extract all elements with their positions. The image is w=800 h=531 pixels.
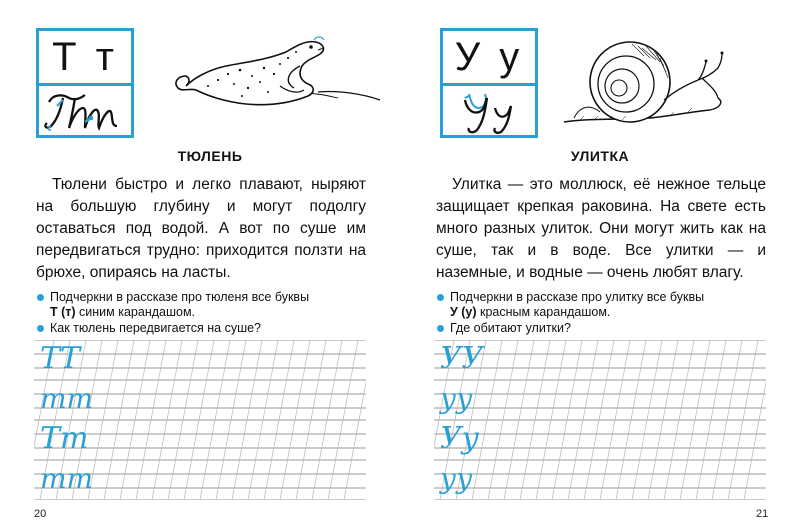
copy-row-4: уу bbox=[440, 462, 473, 495]
handwriting-grid bbox=[434, 340, 766, 500]
copy-row-4: тт bbox=[40, 462, 94, 495]
page-number: 20 bbox=[34, 508, 47, 520]
handwriting-grid-drawing bbox=[434, 340, 766, 500]
handwriting-grid-drawing bbox=[34, 340, 366, 500]
letter-card-t bbox=[36, 28, 134, 138]
page-number: 21 bbox=[756, 508, 769, 520]
task-item bbox=[436, 290, 776, 320]
task-question: Где обитают улитки? bbox=[450, 321, 571, 335]
task-text-end: синим карандашом. bbox=[79, 305, 196, 319]
story-text bbox=[36, 174, 366, 284]
cursive-t-drawing bbox=[39, 86, 131, 135]
snail-illustration bbox=[560, 32, 735, 132]
bullet-icon bbox=[37, 294, 44, 301]
task-text: Подчеркни в рассказе про тюленя все буквы bbox=[50, 290, 310, 304]
task-letter: Т (т) bbox=[50, 305, 76, 319]
task-list bbox=[436, 290, 776, 337]
task-question: Как тюлень передвигается на суше? bbox=[50, 321, 262, 335]
task-text: Подчеркни в рассказе про улитку все буквы bbox=[450, 290, 705, 304]
seal-illustration bbox=[168, 30, 383, 120]
seal-drawing bbox=[168, 30, 383, 120]
bullet-icon bbox=[37, 325, 44, 332]
snail-drawing bbox=[560, 32, 735, 132]
printed-letter-u: У у bbox=[443, 31, 535, 86]
copy-row-1: ТТ bbox=[40, 341, 81, 376]
story-paragraph: Тюлени быстро и легко плавают, ныряют на большую глубину и могут подолгу оставаться под водой. А вот по суше им передвигаться трудно: приходится ползти на брюхе, опираясь на ласты. bbox=[36, 176, 366, 281]
bullet-icon bbox=[437, 325, 444, 332]
cursive-letter-u bbox=[443, 86, 535, 135]
story-paragraph: Улитка — это моллюск, её нежное тельце защищает крепкая раковина. На свете есть много разных улиток. Они могут жить как на суше, так и в воде. Все улитки — и наземные, и водные — очень любят влагу. bbox=[436, 176, 766, 281]
printed-letter-t: Т т bbox=[39, 31, 131, 86]
right-page bbox=[400, 0, 800, 531]
story-text bbox=[436, 174, 766, 284]
task-list bbox=[36, 290, 376, 337]
story-title: ТЮЛЕНЬ bbox=[177, 148, 243, 164]
copy-row-3: Уу bbox=[440, 421, 480, 456]
letter-card-u bbox=[440, 28, 538, 138]
cursive-letter-t bbox=[39, 86, 131, 135]
bullet-icon bbox=[437, 294, 444, 301]
handwriting-grid bbox=[34, 340, 366, 500]
copy-row-2: уу bbox=[440, 382, 473, 415]
task-letter: У (у) bbox=[450, 305, 477, 319]
task-text-end: красным карандашом. bbox=[480, 305, 611, 319]
task-item bbox=[436, 321, 776, 336]
copy-row-3: Тт bbox=[40, 421, 89, 456]
copy-row-1: УУ bbox=[440, 341, 484, 376]
copy-row-2: тт bbox=[40, 382, 94, 415]
task-item bbox=[36, 290, 376, 320]
story-title: УЛИТКА bbox=[570, 148, 630, 164]
task-item bbox=[36, 321, 376, 336]
cursive-u-drawing bbox=[443, 86, 535, 135]
